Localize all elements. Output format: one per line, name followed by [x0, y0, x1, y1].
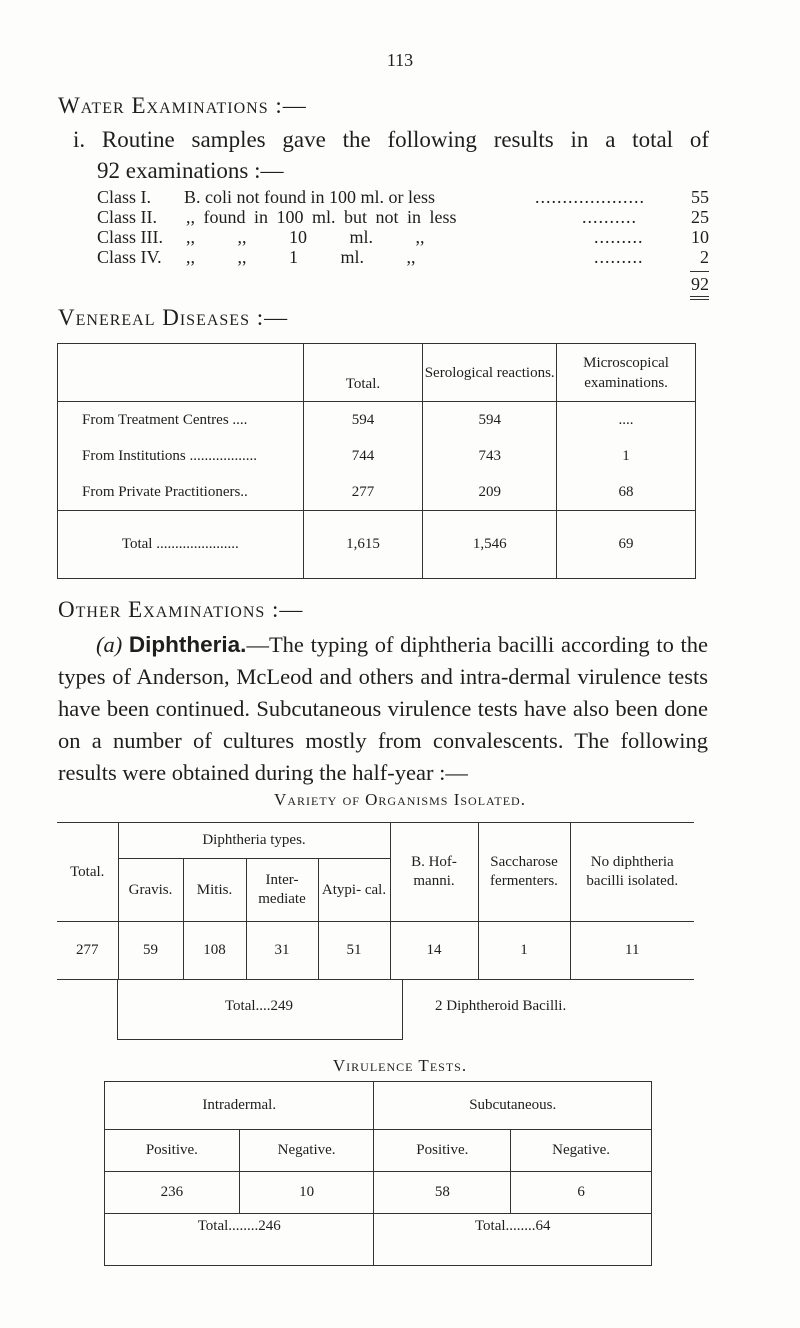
virulence-v-negative-1: 10 [239, 1172, 374, 1214]
venereal-heading: Venereal Diseases :— [58, 305, 289, 330]
variety-v-total: 277 [57, 922, 118, 980]
variety-v-mitis: 108 [183, 922, 246, 980]
virulence-total-1: Total........246 [105, 1214, 374, 1266]
water-intro-line1: i. Routine samples gave the following results in a total of [73, 127, 709, 152]
sum-rule [690, 271, 709, 272]
virulence-table [104, 1081, 652, 1266]
diphtheria-paragraph [58, 629, 708, 789]
virulence-h-intradermal: Intradermal. [105, 1082, 374, 1130]
venereal-row [58, 438, 696, 474]
para-text: —The typing of diphtheria bacilli according to the types of Anderson, McLeod and others and intra-dermal virulence tests have been continued. Subcutaneous virulence tests have also been done on a number of cultures mostly from convalescents. The following results were obtained during the half-year :— [58, 632, 708, 785]
class-label: Class II. [97, 207, 157, 227]
variety-heading: Variety of Organisms Isolated. [274, 790, 526, 809]
venereal-row [58, 474, 696, 511]
water-intro-line2: 92 examinations :— [97, 158, 284, 183]
para-prefix: (a) [96, 632, 123, 657]
class-value: 25 [691, 207, 709, 227]
class-dots: ......... [594, 247, 644, 267]
class-desc: B. coli not found in 100 ml. or less [184, 187, 435, 207]
row-label: From Treatment Centres .... [58, 402, 304, 439]
row-serological: 743 [423, 438, 557, 474]
row-total: 277 [303, 474, 423, 511]
total-label: Total ...................... [58, 511, 304, 579]
variety-v-hofmanni: 14 [390, 922, 478, 980]
class-label: Class III. [97, 227, 163, 247]
venereal-total-row [58, 511, 696, 579]
virulence-v-positive-1: 236 [105, 1172, 240, 1214]
variety-sum-label: Total....249 [224, 998, 294, 1014]
row-label: From Private Practitioners.. [58, 474, 304, 511]
class-desc: ,, ,, 10 ml. ,, [186, 227, 425, 247]
row-microscopical: 1 [557, 438, 696, 474]
header-serological: Serological reactions. [423, 344, 557, 402]
variety-h-saccharose: Saccharose fermenters. [478, 823, 570, 922]
other-heading: Other Examinations :— [58, 597, 304, 622]
virulence-v-negative-2: 6 [511, 1172, 652, 1214]
venereal-table [57, 343, 696, 579]
row-serological: 209 [423, 474, 557, 511]
variety-v-atypical: 51 [318, 922, 390, 980]
row-serological: 594 [423, 402, 557, 439]
para-bold-title: Diphtheria. [128, 632, 247, 657]
double-rule-top [690, 296, 709, 297]
variety-v-intermediate: 31 [246, 922, 318, 980]
row-microscopical: 68 [557, 474, 696, 511]
class-dots: ......... [594, 227, 644, 247]
variety-table [57, 822, 694, 980]
total-microscopical: 69 [557, 511, 696, 579]
class-value: 55 [691, 187, 709, 207]
row-label: From Institutions .................. [58, 438, 304, 474]
class-label: Class I. [97, 187, 151, 207]
variety-h-hofmanni: B. Hof- manni. [390, 823, 478, 922]
variety-h-gravis: Gravis. [118, 859, 183, 922]
virulence-h-negative-2: Negative. [511, 1130, 652, 1172]
variety-v-no-bacilli: 11 [570, 922, 694, 980]
variety-values-row [57, 922, 694, 980]
virulence-h-subcutaneous: Subcutaneous. [374, 1082, 652, 1130]
class-dots: .......... [582, 207, 637, 227]
variety-h-total: Total. [57, 823, 118, 922]
venereal-corner-cell [58, 344, 304, 402]
virulence-total-2: Total........64 [374, 1214, 652, 1266]
water-total: 92 [691, 274, 709, 294]
water-heading: Water Examinations :— [58, 93, 307, 118]
virulence-total-row [105, 1214, 652, 1266]
virulence-values-row [105, 1172, 652, 1214]
class-value: 10 [691, 227, 709, 247]
variety-h-atypical: Atypi- cal. [318, 859, 390, 922]
virulence-h-negative-1: Negative. [239, 1130, 374, 1172]
variety-diphtheroid: 2 Diphtheroid Bacilli. [435, 998, 567, 1014]
class-desc: ,, found in 100 ml. but not in less [186, 207, 457, 227]
virulence-h-positive-1: Positive. [105, 1130, 240, 1172]
virulence-heading: Virulence Tests. [332, 1056, 468, 1075]
class-label: Class IV. [97, 247, 162, 267]
header-microscopical: Microscopical examinations. [557, 344, 696, 402]
total-total: 1,615 [303, 511, 423, 579]
variety-h-diphtheria: Diphtheria types. [118, 823, 390, 859]
total-serological: 1,546 [423, 511, 557, 579]
row-total: 594 [351, 411, 375, 428]
variety-v-saccharose: 1 [478, 922, 570, 980]
row-total: 744 [351, 447, 375, 464]
header-total: Total. [303, 344, 423, 402]
variety-h-no-bacilli: No diphtheria bacilli isolated. [570, 823, 694, 922]
virulence-v-positive-2: 58 [374, 1172, 511, 1214]
page-number: 113 [386, 50, 414, 70]
variety-h-mitis: Mitis. [183, 859, 246, 922]
variety-v-gravis: 59 [118, 922, 183, 980]
venereal-row [58, 402, 696, 439]
class-desc: ,, ,, 1 ml. ,, [186, 247, 416, 267]
double-rule-bottom [690, 299, 709, 300]
variety-h-intermediate: Inter- mediate [246, 859, 318, 922]
virulence-h-positive-2: Positive. [374, 1130, 511, 1172]
class-value: 2 [700, 247, 709, 267]
row-microscopical: .... [557, 402, 696, 439]
class-dots: .................... [535, 187, 645, 207]
